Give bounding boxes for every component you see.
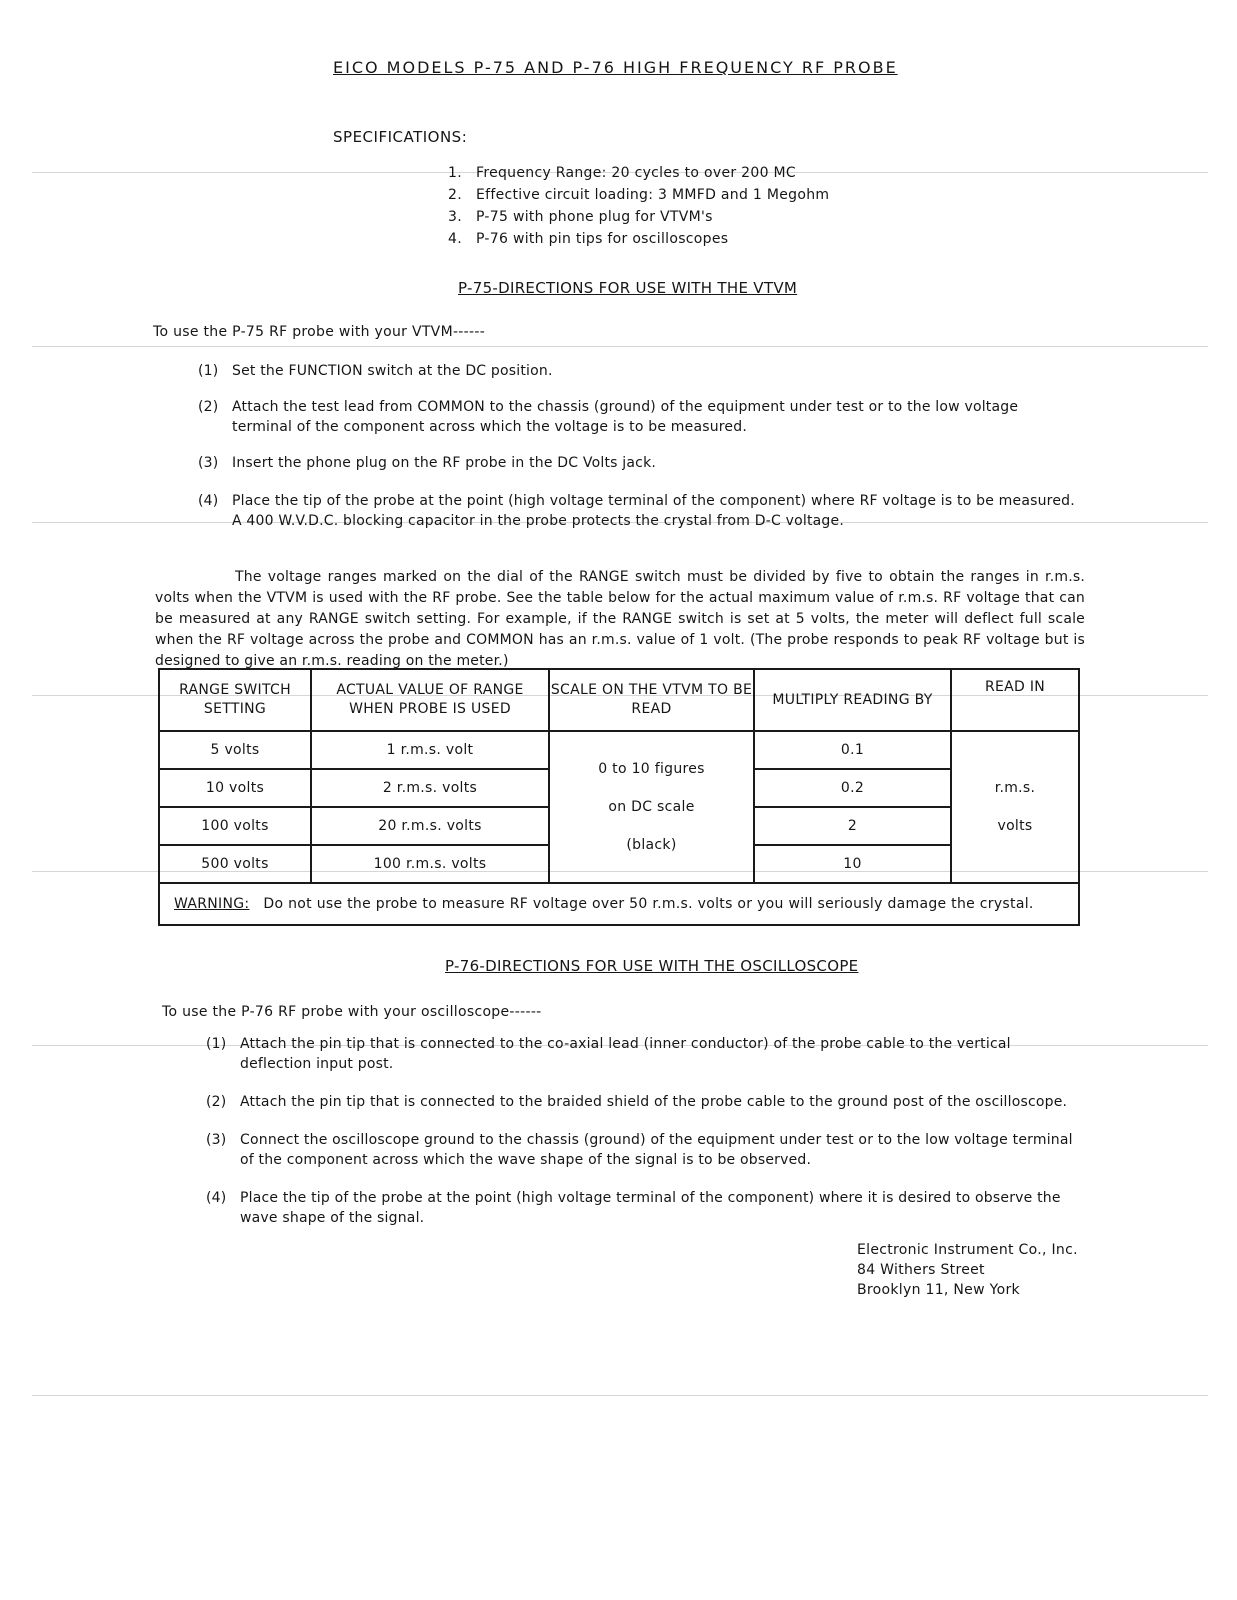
- scan-line: [32, 346, 1208, 347]
- header-scale: SCALE ON THE VTVM TO BE READ: [549, 669, 754, 731]
- header-actual-value: ACTUAL VALUE OF RANGE WHEN PROBE IS USED: [311, 669, 549, 731]
- warning-cell: [159, 883, 1079, 925]
- read-in-line: r.m.s.: [994, 780, 1036, 796]
- specifications-label: SPECIFICATIONS:: [333, 128, 468, 146]
- step-number: (3): [198, 455, 219, 471]
- spec-number: 1.: [448, 165, 462, 181]
- warning-text: Do not use the probe to measure RF voltage over 50 r.m.s. volts or you will seriously damage the crystal.: [263, 896, 1034, 912]
- step-text: Insert the phone plug on the RF probe in the DC Volts jack.: [232, 455, 657, 471]
- cell-actual: 2 r.m.s. volts: [311, 769, 549, 807]
- table-header-row: [159, 669, 1079, 731]
- step-number: (1): [206, 1036, 227, 1052]
- p76-heading: P-76-DIRECTIONS FOR USE WITH THE OSCILLOSCOPE: [445, 957, 859, 975]
- step-item: [198, 491, 1078, 531]
- step-number: (2): [198, 399, 219, 415]
- range-table-wrapper: [158, 668, 1078, 926]
- cell-actual: 100 r.m.s. volts: [311, 845, 549, 883]
- step-item: [198, 397, 1078, 437]
- step-text: Attach the pin tip that is connected to the braided shield of the probe cable to the ground post of the oscilloscope.: [240, 1094, 1068, 1110]
- spec-item: [448, 228, 888, 250]
- specifications-list: [448, 162, 888, 250]
- spec-item: [448, 162, 888, 184]
- cell-actual: 20 r.m.s. volts: [311, 807, 549, 845]
- scan-line: [32, 1395, 1208, 1396]
- p76-steps: [206, 1034, 1086, 1228]
- spec-number: 2.: [448, 187, 462, 203]
- spec-item: [448, 206, 888, 228]
- spec-number: 3.: [448, 209, 462, 225]
- range-table: [158, 668, 1080, 926]
- company-city: Brooklyn 11, New York: [857, 1282, 1020, 1298]
- cell-actual: 1 r.m.s. volt: [311, 731, 549, 769]
- step-item: [206, 1034, 1086, 1074]
- step-text: Set the FUNCTION switch at the DC position.: [232, 363, 553, 379]
- company-name: Electronic Instrument Co., Inc.: [857, 1242, 1078, 1258]
- step-number: (1): [198, 363, 219, 379]
- p75-steps: [198, 361, 1078, 531]
- spec-item: [448, 184, 888, 206]
- step-item: [206, 1092, 1086, 1112]
- cell-multiply: 2: [754, 807, 951, 845]
- cell-range: 500 volts: [159, 845, 311, 883]
- company-street: 84 Withers Street: [857, 1262, 985, 1278]
- cell-multiply: 0.2: [754, 769, 951, 807]
- step-number: (3): [206, 1132, 227, 1148]
- step-item: [198, 361, 1078, 381]
- company-address: [857, 1240, 1078, 1300]
- p75-heading: P-75-DIRECTIONS FOR USE WITH THE VTVM: [458, 279, 798, 297]
- warning-label: WARNING:: [174, 896, 250, 912]
- step-text: Attach the test lead from COMMON to the chassis (ground) of the equipment under test or to the low voltage terminal of the component across which the voltage is to be measured.: [232, 399, 1019, 435]
- scale-line: (black): [626, 837, 677, 853]
- cell-range: 5 volts: [159, 731, 311, 769]
- p75-intro: To use the P-75 RF probe with your VTVM------: [153, 324, 486, 340]
- step-number: (2): [206, 1094, 227, 1110]
- spec-text: P-76 with pin tips for oscilloscopes: [476, 231, 729, 247]
- cell-scale: [549, 731, 754, 883]
- cell-multiply: 0.1: [754, 731, 951, 769]
- scale-line: on DC scale: [608, 799, 695, 815]
- scale-line: 0 to 10 figures: [598, 761, 705, 777]
- document-title: EICO MODELS P-75 AND P-76 HIGH FREQUENCY RF PROBE: [333, 58, 898, 77]
- step-text: Connect the oscilloscope ground to the chassis (ground) of the equipment under test or to the low voltage terminal of the component across which the wave shape of the signal is to be observed.: [240, 1132, 1073, 1168]
- header-range-switch: RANGE SWITCH SETTING: [159, 669, 311, 731]
- step-number: (4): [198, 493, 219, 509]
- cell-read-in: [951, 731, 1079, 883]
- header-read-in: READ IN: [951, 669, 1079, 731]
- range-paragraph: The voltage ranges marked on the dial of the RANGE switch must be divided by five to obtain the ranges in r.m.s. volts when the VTVM is used with the RF probe. See the table below for the actual maximum value of r.m.s. RF voltage that can be measured at any RANGE switch setting. For example, if the RANGE switch is set at 5 volts, the meter will deflect full scale when the RF voltage across the probe and COMMON has an r.m.s. value of 1 volt. (The probe responds to peak RF voltage but is designed to give an r.m.s. reading on the meter.): [155, 569, 1085, 669]
- header-multiply: MULTIPLY READING BY: [754, 669, 951, 731]
- spec-text: Frequency Range: 20 cycles to over 200 MC: [476, 165, 797, 181]
- spec-text: Effective circuit loading: 3 MMFD and 1 Megohm: [476, 187, 830, 203]
- step-item: [206, 1188, 1086, 1228]
- step-text: Place the tip of the probe at the point (high voltage terminal of the component) where RF voltage is to be measured. A 400 W.V.D.C. blocking capacitor in the probe protects the crystal from D-C voltage.: [232, 493, 1075, 529]
- warning-row: [159, 883, 1079, 925]
- step-text: Attach the pin tip that is connected to the co-axial lead (inner conductor) of the probe cable to the vertical deflection input post.: [240, 1036, 1011, 1072]
- step-item: [206, 1130, 1086, 1170]
- table-row: [159, 731, 1079, 769]
- read-in-line: volts: [997, 818, 1033, 834]
- spec-text: P-75 with phone plug for VTVM's: [476, 209, 713, 225]
- step-text: Place the tip of the probe at the point (high voltage terminal of the component) where it is desired to observe the wave shape of the signal.: [240, 1190, 1061, 1226]
- spec-number: 4.: [448, 231, 462, 247]
- step-number: (4): [206, 1190, 227, 1206]
- step-item: [198, 453, 1078, 473]
- cell-multiply: 10: [754, 845, 951, 883]
- cell-range: 10 volts: [159, 769, 311, 807]
- p76-intro: To use the P-76 RF probe with your oscilloscope------: [162, 1004, 542, 1020]
- cell-range: 100 volts: [159, 807, 311, 845]
